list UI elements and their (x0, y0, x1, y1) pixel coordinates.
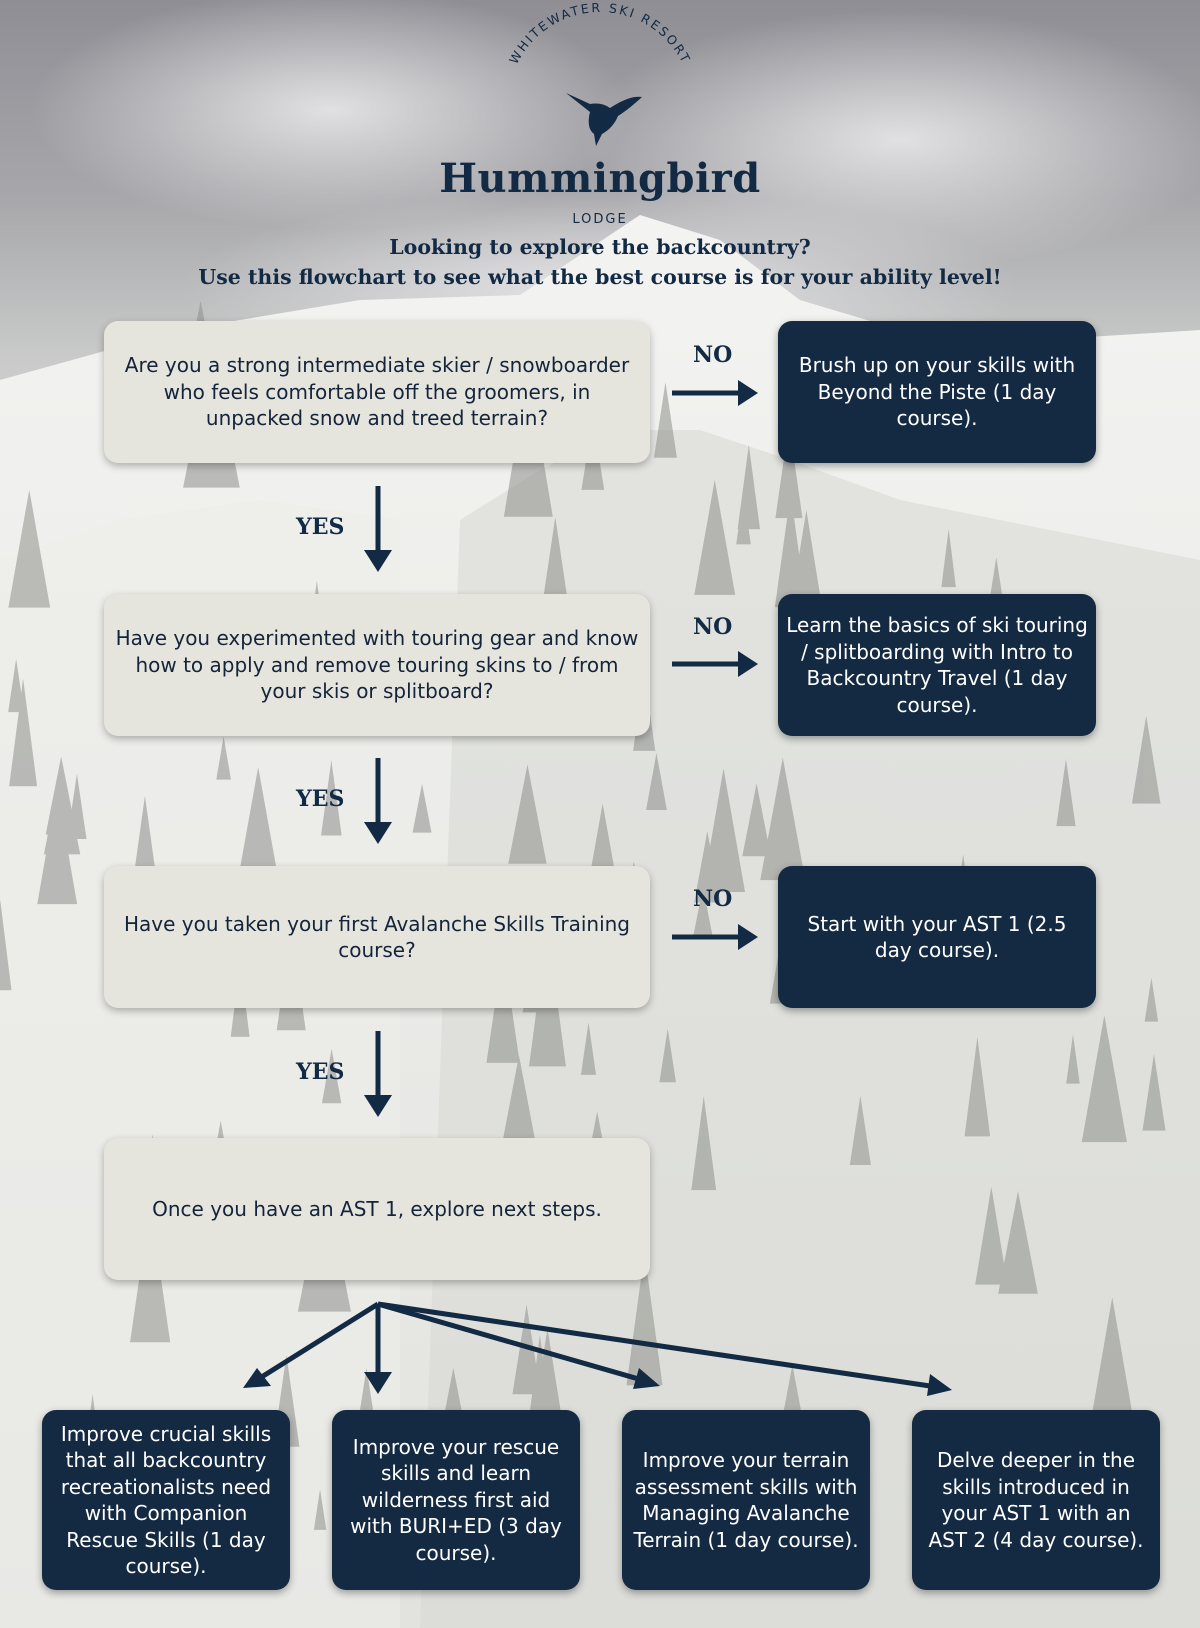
intro-line-1: Looking to explore the backcountry? (389, 235, 811, 259)
answer-intro-backcountry-travel: Learn the basics of ski touring / splitboarding with Intro to Backcountry Travel (1 day course). (778, 594, 1096, 736)
question-4: Once you have an AST 1, explore next steps. (104, 1138, 650, 1280)
yes-label-1: YES (296, 514, 345, 540)
answer-beyond-the-piste: Brush up on your skills with Beyond the Piste (1 day course). (778, 321, 1096, 463)
question-1: Are you a strong intermediate skier / snowboarder who feels comfortable off the groomers, in unpacked snow and treed terrain? (104, 321, 650, 463)
question-2: Have you experimented with touring gear and know how to apply and remove touring skins to / from your skis or splitboard? (104, 594, 650, 736)
next-step-buri-ed: Improve your rescue skills and learn wilderness first aid with BURI+ED (3 day course). (332, 1410, 580, 1590)
brand-name: Hummingbird (439, 155, 761, 202)
next-step-companion-rescue: Improve crucial skills that all backcountry recreationalists need with Companion Rescue Skills (1 day course). (42, 1410, 290, 1590)
fan-arrow-3 (378, 1304, 642, 1380)
next-step-managing-avalanche-terrain: Improve your terrain assessment skills with Managing Avalanche Terrain (1 day course). (622, 1410, 870, 1590)
yes-label-3: YES (296, 1059, 345, 1085)
brand-arc-text: WHITEWATER SKI RESORT (505, 0, 695, 67)
no-label-2: NO (693, 614, 733, 640)
brand-subtitle: LODGE (572, 212, 628, 227)
intro-line-2: Use this flowchart to see what the best course is for your ability level! (198, 265, 1002, 289)
question-3: Have you taken your first Avalanche Skills Training course? (104, 866, 650, 1008)
no-label-3: NO (693, 886, 733, 912)
fan-arrow-1 (260, 1304, 378, 1378)
next-step-ast-2: Delve deeper in the skills introduced in your AST 1 with an AST 2 (4 day course). (912, 1410, 1160, 1590)
fan-arrow-4 (378, 1304, 930, 1386)
yes-label-2: YES (296, 786, 345, 812)
no-label-1: NO (693, 342, 733, 368)
answer-ast-1: Start with your AST 1 (2.5 day course). (778, 866, 1096, 1008)
